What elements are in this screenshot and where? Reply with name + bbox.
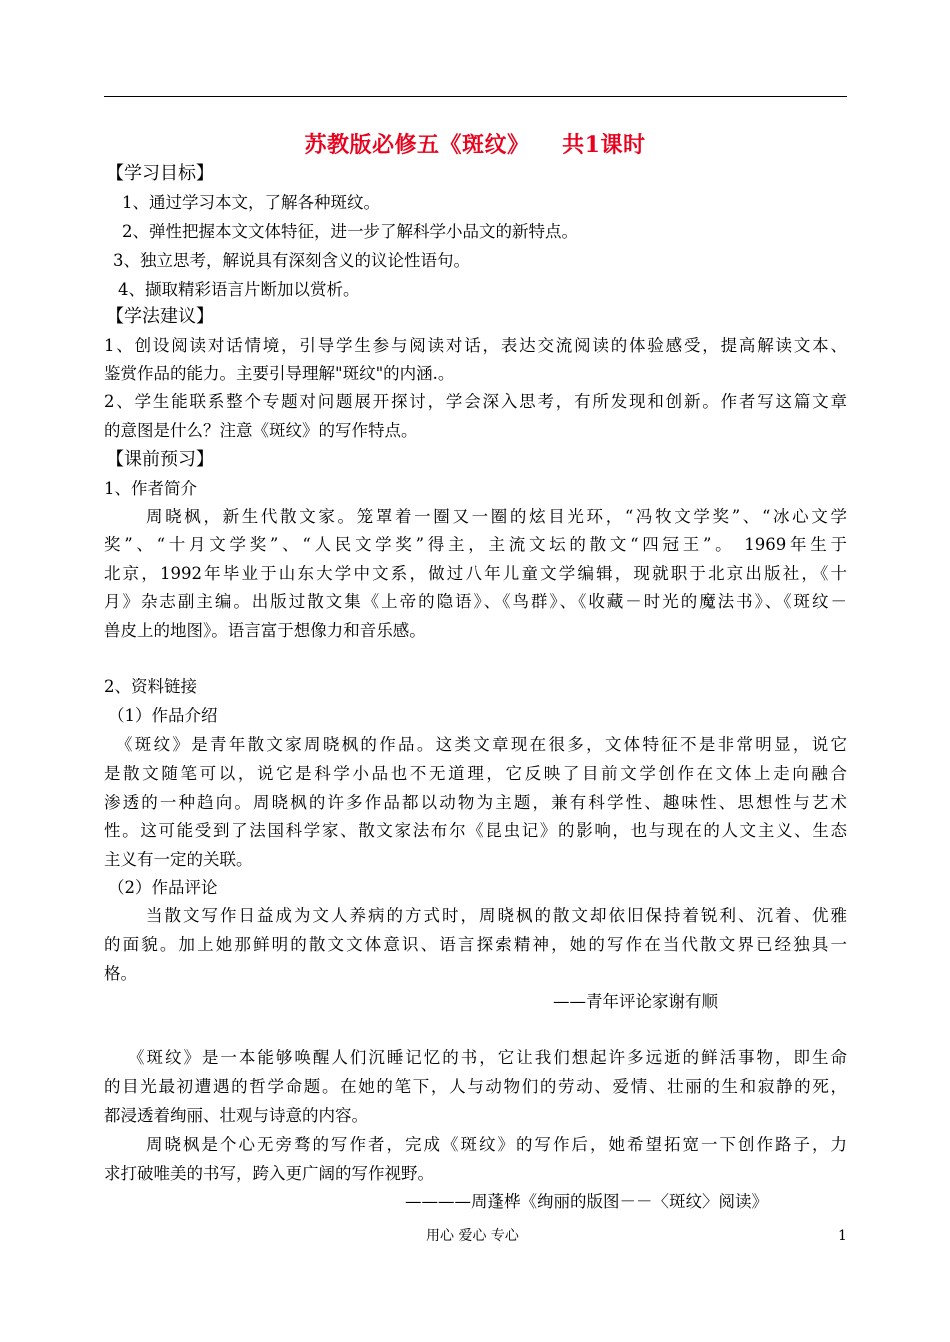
goal-item: 4、撷取精彩语言片断加以赏析。: [118, 280, 360, 299]
section-heading-goals: 【学习目标】: [106, 163, 214, 184]
section-heading-preview: 【课前预习】: [106, 449, 214, 470]
footer-motto: 用心 爱心 专心: [426, 1228, 519, 1244]
goal-item: 2、弹性把握本文文体特征，进一步了解科学小品文的新特点。: [122, 222, 578, 241]
author-line: 月》杂志副主编。出版过散文集《上帝的隐语》、《鸟群》、《收藏－时光的魔法书》、《斑纹－: [104, 592, 847, 611]
intro-line: 渗透的一种趋向。周晓枫的许多作品都以动物为主题，兼有科学性、趣味性、思想性与艺术: [104, 793, 847, 812]
author-line: 北京，1992年毕业于山东大学中文系，做过八年儿童文学编辑，现就职于北京出版社，《十: [104, 564, 847, 583]
author-line: 奖”、“十月文学奖”、“人民文学奖”得主，主流文坛的散文“四冠王”。 1969年生于: [104, 535, 847, 554]
review-line: 格。: [104, 964, 137, 983]
intro-line: 是散文随笔可以，说它是科学小品也不无道理，它反映了目前文学创作在文体上走向融合: [104, 764, 847, 783]
subheading-intro: （1）作品介绍: [108, 706, 218, 725]
author-line: 周晓枫，新生代散文家。笼罩着一圈又一圈的炫目光环，“冯牧文学奖”、“冰心文学: [146, 507, 847, 526]
author-line: 兽皮上的地图》。语言富于想像力和音乐感。: [104, 621, 426, 640]
intro-line: 主义有一定的关联。: [104, 850, 253, 869]
quote-line: 都浸透着绚丽、壮观与诗意的内容。: [104, 1106, 368, 1125]
intro-line: 性。这可能受到了法国科学家、散文家法布尔《昆虫记》的影响，也与现在的人文主义、生态: [104, 821, 847, 840]
section-heading-methods: 【学法建议】: [106, 306, 214, 327]
review-line: 的面貌。加上她那鲜明的散文文体意识、语言探索精神，她的写作在当代散文界已经独具一: [104, 935, 847, 954]
quote-line: 的目光最初遭遇的哲学命题。在她的笔下，人与动物们的劳动、爱情、壮丽的生和寂静的死，: [104, 1077, 847, 1096]
review-signature: ——青年评论家谢有顺: [553, 992, 718, 1011]
document-title: 苏教版必修五《斑纹》 共1课时: [304, 132, 646, 158]
subheading-review: （2）作品评论: [108, 878, 218, 897]
page-number: 1: [838, 1228, 847, 1244]
method-line: 鉴赏作品的能力。主要引导理解"斑纹"的内涵.。: [104, 364, 455, 383]
subheading-resources: 2、资料链接: [104, 677, 197, 696]
goal-item: 1、通过学习本文，了解各种斑纹。: [122, 193, 380, 212]
quote-line: 《斑纹》是一本能够唤醒人们沉睡记忆的书，它让我们想起许多远逝的鲜活事物，即生命: [128, 1048, 847, 1067]
subheading-author: 1、作者简介: [104, 479, 197, 498]
goal-item: 3、独立思考，解说具有深刻含义的议论性语句。: [113, 251, 470, 270]
quote-line: 求打破唯美的书写，跨入更广阔的写作视野。: [104, 1164, 434, 1183]
method-line: 2、学生能联系整个专题对问题展开探讨，学会深入思考，有所发现和创新。作者写这篇文章: [104, 392, 847, 411]
quote-line: 周晓枫是个心无旁骛的写作者，完成《斑纹》的写作后，她希望拓宽一下创作路子，力: [146, 1135, 847, 1154]
review-line: 当散文写作日益成为文人养病的方式时，周晓枫的散文却依旧保持着锐利、沉着、优雅: [146, 906, 847, 925]
quote-signature: ————周蓬桦《绚丽的版图－－〈斑纹〉阅读》: [405, 1192, 768, 1211]
method-line: 的意图是什么？注意《斑纹》的写作特点。: [104, 421, 418, 440]
method-line: 1、创设阅读对话情境，引导学生参与阅读对话，表达交流阅读的体验感受，提高解读文本、: [104, 336, 847, 355]
header-rule: [104, 96, 847, 97]
intro-line: 《斑纹》是青年散文家周晓枫的作品。这类文章现在很多，文体特征不是非常明显，说它: [116, 735, 847, 754]
